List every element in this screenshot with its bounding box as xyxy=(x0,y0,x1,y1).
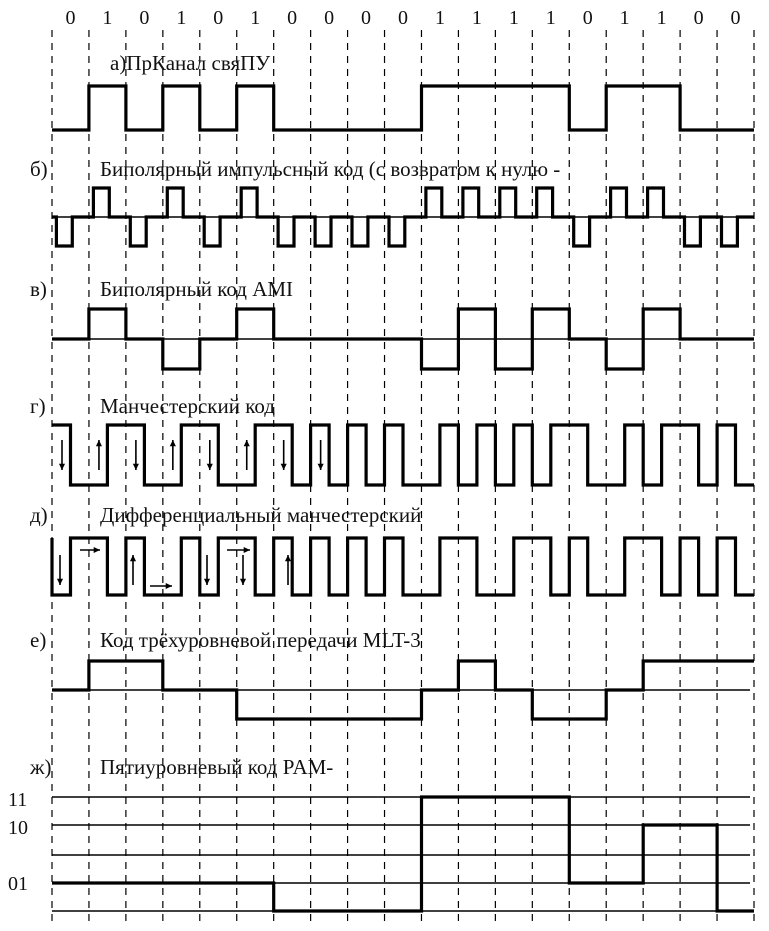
section-b-label: б) xyxy=(30,157,48,181)
arrow-down-icon xyxy=(240,555,246,585)
bit-label: 0 xyxy=(65,7,76,29)
section-v-label: в) xyxy=(30,277,47,301)
arrow-right-icon xyxy=(227,547,250,553)
section-b-title: Биполярный импульсный код (с возвратом к нулю - xyxy=(100,157,561,181)
waveform-pam5 xyxy=(52,797,754,911)
section-e-title: Код трёхуровневой передачи MLT-3 xyxy=(100,628,421,652)
bit-label: 0 xyxy=(213,7,224,29)
section-d-title: Дифференциальный манчестерский xyxy=(100,503,422,527)
arrow-right-icon xyxy=(80,547,100,553)
bit-label: 0 xyxy=(324,7,335,29)
arrow-down-icon xyxy=(281,440,287,470)
arrow-down-icon xyxy=(207,440,213,470)
bit-label: 1 xyxy=(471,7,482,29)
arrow-down-icon xyxy=(59,440,65,470)
section-g-title: Манчестерский код xyxy=(100,394,275,418)
bit-label: 0 xyxy=(582,7,593,29)
pam-level-10: 10 xyxy=(8,817,28,839)
section-d-label: д) xyxy=(30,503,48,527)
section-zh-label: ж) xyxy=(30,755,52,779)
bit-label: 1 xyxy=(656,7,667,29)
section-zh-title: Пятиуровневый код PAM- xyxy=(100,755,334,779)
bit-label: 0 xyxy=(287,7,298,29)
bit-label: 0 xyxy=(361,7,372,29)
arrow-up-icon xyxy=(170,440,176,470)
arrow-up-icon xyxy=(285,555,291,585)
pam-level-01: 01 xyxy=(8,873,28,895)
waveforms xyxy=(52,86,754,911)
bit-label: 1 xyxy=(176,7,187,29)
pam-level-11: 11 xyxy=(8,789,28,811)
section-v-title: Биполярный код AMI xyxy=(100,277,294,301)
waveform-nrz xyxy=(52,86,754,130)
bit-label: 1 xyxy=(508,7,519,29)
bit-label: 0 xyxy=(730,7,741,29)
bit-label: 1 xyxy=(250,7,261,29)
arrow-right-icon xyxy=(150,583,172,589)
arrow-down-icon xyxy=(204,555,210,585)
section-g-label: г) xyxy=(30,394,46,418)
arrow-up-icon xyxy=(96,440,102,470)
baselines xyxy=(52,217,750,911)
arrow-down-icon xyxy=(133,440,139,470)
bit-label: 1 xyxy=(434,7,445,29)
bit-label: 1 xyxy=(102,7,113,29)
bit-label: 0 xyxy=(139,7,150,29)
section-e-label: е) xyxy=(30,628,47,652)
bit-sequence xyxy=(65,7,740,29)
arrow-up-icon xyxy=(244,440,250,470)
section-a-title: а)ПрКанал свяПУ xyxy=(110,51,271,75)
arrow-down-icon xyxy=(57,555,63,585)
arrow-down-icon xyxy=(318,440,324,470)
waveform-manchester xyxy=(52,425,754,485)
bit-label: 0 xyxy=(398,7,408,29)
bit-label: 1 xyxy=(545,7,556,29)
arrow-up-icon xyxy=(130,555,136,585)
bit-label: 0 xyxy=(693,7,704,29)
bit-label: 1 xyxy=(619,7,630,29)
